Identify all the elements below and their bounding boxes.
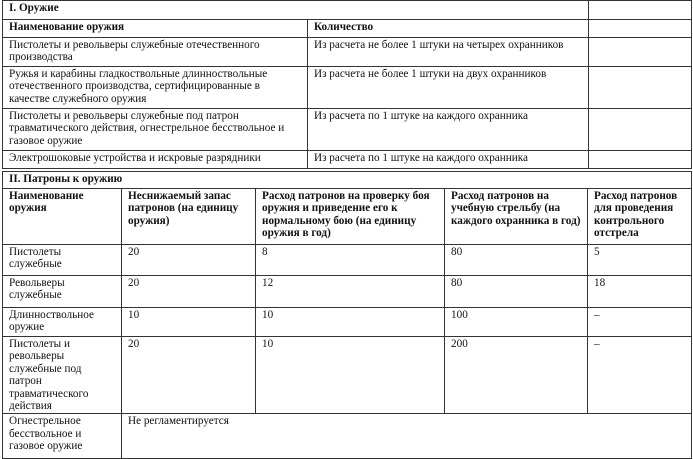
weapon-name-cell: Пистолеты и револьверы служебные отечественного производства bbox=[3, 38, 308, 67]
value-cell: 10 bbox=[256, 308, 445, 337]
header-row bbox=[3, 189, 692, 245]
value-cell: 18 bbox=[588, 276, 692, 308]
weapon-name-cell: Длинноствольное оружие bbox=[3, 308, 122, 337]
section-title-row bbox=[3, 1, 692, 20]
value-cell: – bbox=[588, 308, 692, 337]
value-cell: 10 bbox=[256, 337, 445, 414]
value-cell: 10 bbox=[122, 308, 256, 337]
weapon-name-cell: Пистолеты служебные bbox=[3, 245, 122, 276]
section2-title: II. Патроны к оружию bbox=[3, 172, 692, 189]
weapon-name-cell: Ружья и карабины гладкоствольные длинноствольные отечественного производства, сертифицированные в качестве служебного оружия bbox=[3, 67, 308, 109]
weapon-name-cell: Револьверы служебные bbox=[3, 276, 122, 308]
cartridges-table bbox=[2, 171, 692, 459]
value-cell: 20 bbox=[122, 276, 256, 308]
header-training-consumption: Расход патронов на учебную стрельбу (на каждого охранника в год) bbox=[445, 189, 588, 245]
table-row bbox=[3, 109, 692, 151]
empty-cell bbox=[589, 151, 692, 169]
value-cell: – bbox=[588, 337, 692, 414]
quantity-cell: Из расчета по 1 штуке на каждого охранника bbox=[308, 151, 589, 169]
section1-title: I. Оружие bbox=[3, 1, 589, 20]
empty-cell bbox=[589, 109, 692, 151]
value-cell: 5 bbox=[588, 245, 692, 276]
table-row bbox=[3, 67, 692, 109]
weapon-name-cell: Пистолеты и револьверы служебные под патрон травматического действия bbox=[3, 337, 122, 414]
table-row bbox=[3, 337, 692, 414]
header-control-shooting: Расход патронов для проведения контрольного отстрела bbox=[588, 189, 692, 245]
table-row bbox=[3, 308, 692, 337]
table-row bbox=[3, 245, 692, 276]
value-cell: 12 bbox=[256, 276, 445, 308]
header-quantity: Количество bbox=[308, 20, 589, 38]
header-weapon-name: Наименование оружия bbox=[3, 189, 122, 245]
value-cell: 20 bbox=[122, 337, 256, 414]
empty-cell bbox=[589, 1, 692, 20]
weapons-table bbox=[2, 0, 692, 169]
value-cell: 80 bbox=[445, 276, 588, 308]
value-cell: 20 bbox=[122, 245, 256, 276]
quantity-cell: Из расчета не более 1 штуки на четырех охранников bbox=[308, 38, 589, 67]
empty-cell bbox=[589, 67, 692, 109]
value-cell: 100 bbox=[445, 308, 588, 337]
section-title-row bbox=[3, 172, 692, 189]
not-regulated-cell: Не регламентируется bbox=[122, 414, 692, 459]
value-cell: 200 bbox=[445, 337, 588, 414]
weapon-name-cell: Электрошоковые устройства и искровые разрядники bbox=[3, 151, 308, 169]
header-row bbox=[3, 20, 692, 38]
value-cell: 8 bbox=[256, 245, 445, 276]
empty-cell bbox=[589, 38, 692, 67]
weapon-name-cell: Пистолеты и револьверы служебные под патрон травматического действия, огнестрельное бесствольное и газовое оружие bbox=[3, 109, 308, 151]
header-test-consumption: Расход патронов на проверку боя оружия и приведение его к нормальному бою (на единицу оружия в год) bbox=[256, 189, 445, 245]
table-row bbox=[3, 276, 692, 308]
table-row bbox=[3, 151, 692, 169]
quantity-cell: Из расчета по 1 штуке на каждого охранника bbox=[308, 109, 589, 151]
quantity-cell: Из расчета не более 1 штуки на двух охранников bbox=[308, 67, 589, 109]
empty-cell bbox=[589, 20, 692, 38]
table-row bbox=[3, 38, 692, 67]
table-row bbox=[3, 414, 692, 459]
weapon-name-cell: Огнестрельное бесствольное и газовое оружие bbox=[3, 414, 122, 459]
header-weapon-name: Наименование оружия bbox=[3, 20, 308, 38]
value-cell: 80 bbox=[445, 245, 588, 276]
header-min-stock: Неснижаемый запас патронов (на единицу оружия) bbox=[122, 189, 256, 245]
